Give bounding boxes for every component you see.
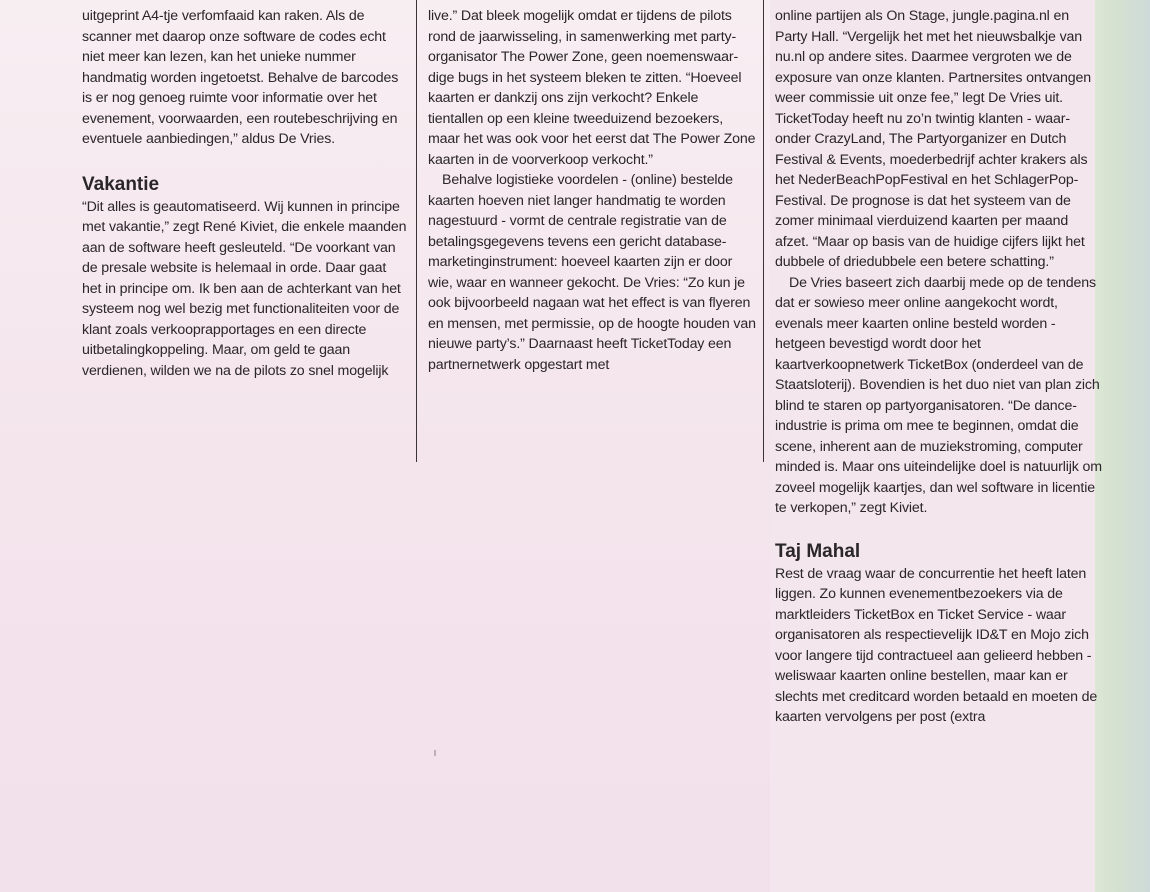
section-heading: Taj Mahal — [775, 540, 861, 562]
section-heading: Vakantie — [82, 173, 160, 195]
column-divider — [416, 0, 417, 462]
paragraph: Behalve logistieke voordelen - (online) bestelde kaarten hoeven niet langer handmatig te worden nagestuurd - vormt de centrale registratie van de betalingsgegevens tevens een gericht database-marketinginstrument: hoeveel kaarten zijn er door wie, waar en wanneer gekocht. De Vries: “Zo kun je ook bijvoorbeeld nagaan wat het effect is van flyeren en mensen, met permissie, op de hoogte houden van nieuwe party’s.” Daarnaast heeft TicketToday een partnernetwerk opgestart met — [428, 172, 756, 373]
column-divider — [763, 0, 764, 462]
article-column-3 — [775, 6, 1103, 728]
paragraph: uitgeprint A4-tje verfomfaaid kan raken. Als de scanner met daarop onze software de codes echt niet meer kan lezen, kan het unieke nummer handmatig worden ingetoetst. Behalve de barcodes is er nog genoeg ruimte voor informatie over het evenement, voorwaarden, een routebeschrijving en eventuele aanbiedingen,” aldus De Vries. — [82, 8, 399, 147]
paragraph: Rest de vraag waar de concurrentie het heeft laten liggen. Zo kunnen evenementbezoekers via de marktleiders TicketBox en Ticket Service - waar organisatoren als respectievelijk ID&T en Mojo zich voor langere tijd contractueel aan gelieerd hebben - weliswaar kaarten online bestellen, maar kan er slechts met creditcard worden betaald en moeten de kaarten vervolgens per post (extra — [775, 565, 1098, 725]
article-column-2 — [428, 6, 756, 375]
article-column-1 — [82, 6, 407, 381]
paragraph: live.” Dat bleek mogelijk omdat er tijdens de pilots rond de jaarwisseling, in samenwerking met party-organisator The Power Zone, geen noemenswaar-dige bugs in het systeem bleken te zitten. “Hoeveel kaarten er dankzij ons zijn verkocht? Enkele tientallen op een kleine tweeduizend bezoekers, maar het was ook voor het eerst dat The Power Zone kaarten in de voorverkoop verkocht.” — [428, 8, 756, 168]
page-edge-strip — [1095, 0, 1150, 892]
paragraph: online partijen als On Stage, jungle.pagina.nl en Party Hall. “Vergelijk het met het nieuwsbalkje van nu.nl op andere sites. Daarmee vergroten we de exposure van onze klanten. Partnersites ontvangen weer commissie uit onze fee,” legt De Vries uit. TicketToday heeft nu zo’n twintig klanten - waar-onder CrazyLand, The Partyorganizer en Dutch Festival & Events, moederbedrijf achter krakers als het NederBeachPopFestival en het SchlagerPop-Festival. De prognose is dat het systeem van de zomer minimaal vierduizend kaarten per maand afzet. “Maar op basis van de huidige cijfers lijkt het dubbele of driedubbele een betere schatting.” — [775, 8, 1092, 270]
paragraph: “Dit alles is geautomatiseerd. Wij kunnen in principe met vakantie,” zegt René Kiviet, die enkele maanden aan de software heeft gesleuteld. “De voorkant van de presale website is helemaal in orde. Daar gaat het in principe om. Ik ben aan de achterkant van het systeem nog wel bezig met functionaliteiten voor de klant zoals verkooprapportages en een directe uitbetalingkoppeling. Maar, om geld te gaan verdienen, wilden we na de pilots zo snel mogelijk — [82, 198, 407, 379]
paragraph: De Vries baseert zich daarbij mede op de tendens dat er sowieso meer online aangekocht wordt, evenals meer kaarten online besteld worden - hetgeen bevestigd wordt door het kaartverkoopnetwerk TicketBox (onderdeel van de Staatsloterij). Bovendien is het duo niet van plan zich blind te staren op partyorganisatoren. “De dance-industrie is prima om mee te beginnen, omdat die scene, inherent aan de muziekstroming, computer minded is. Maar ons uiteindelijke doel is natuurlijk om zoveel mogelijk kaartjes, dan wel software in licentie te verkopen,” zegt Kiviet. — [775, 274, 1102, 516]
print-speck — [434, 750, 436, 756]
